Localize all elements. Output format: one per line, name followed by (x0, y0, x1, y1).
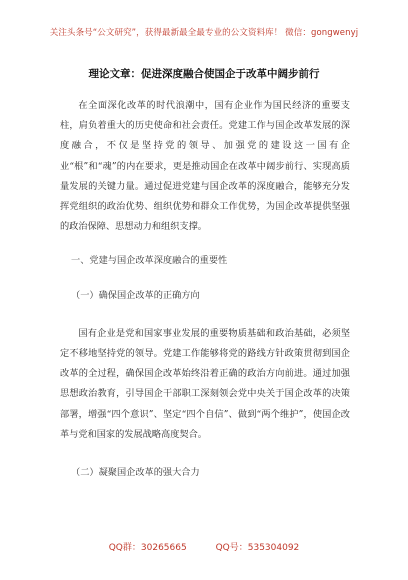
intro-paragraph: 在全面深化改革的时代浪潮中，国有企业作为国民经济的重要支柱，肩负着重大的历史使命和社会责任。党建工作与国企改革发展的深度融合，不仅是坚持党的领导、加强党的建设这一国有企业“根”和“魂”的内在要求，更是推动国企在改革中阔步前行、实现高质量发展的关键力量。通过促进党建与国企改革的深度融合，能够充分发挥党组织的政治优势、组织优势和群众工作优势，为国企改革提供坚强的政治保障、思想动力和组织支撑。 (60, 100, 350, 233)
document-body (60, 96, 350, 483)
subsection-1-paragraph: 国有企业是党和国家事业发展的重要物质基础和政治基础，必须坚定不移地坚持党的领导。党建工作能够将党的路线方针政策贯彻到国企改革的全过程，确保国企改革始终沿着正确的政治方向前进。通过加强思想政治教育，引导国企干部职工深刻领会党中央关于国企改革的决策部署，增强“四个意识”、坚定“四个自信”、做到“两个维护”，使国企改革与党和国家的发展战略高度契合。 (60, 327, 350, 440)
section-heading-1: 一、党建与国企改革深度融合的重要性 (71, 255, 228, 267)
footer-qq-group: QQ群：30265665 (108, 543, 187, 553)
footer-contact (0, 540, 408, 553)
subsection-heading-2: （二）凝聚国企改革的强大合力 (71, 467, 200, 479)
header-promo-note: 关注头条号“公文研究”，获得最新最全最专业的公文资料库！ 微信：gongwenyj (49, 28, 359, 38)
document-title: 理论文章：促进深度融合使国企于改革中阔步前行 (88, 68, 320, 80)
subsection-heading-1: （一）确保国企改革的正确方向 (71, 289, 200, 301)
footer-qq-id: QQ号：535304092 (215, 543, 300, 553)
